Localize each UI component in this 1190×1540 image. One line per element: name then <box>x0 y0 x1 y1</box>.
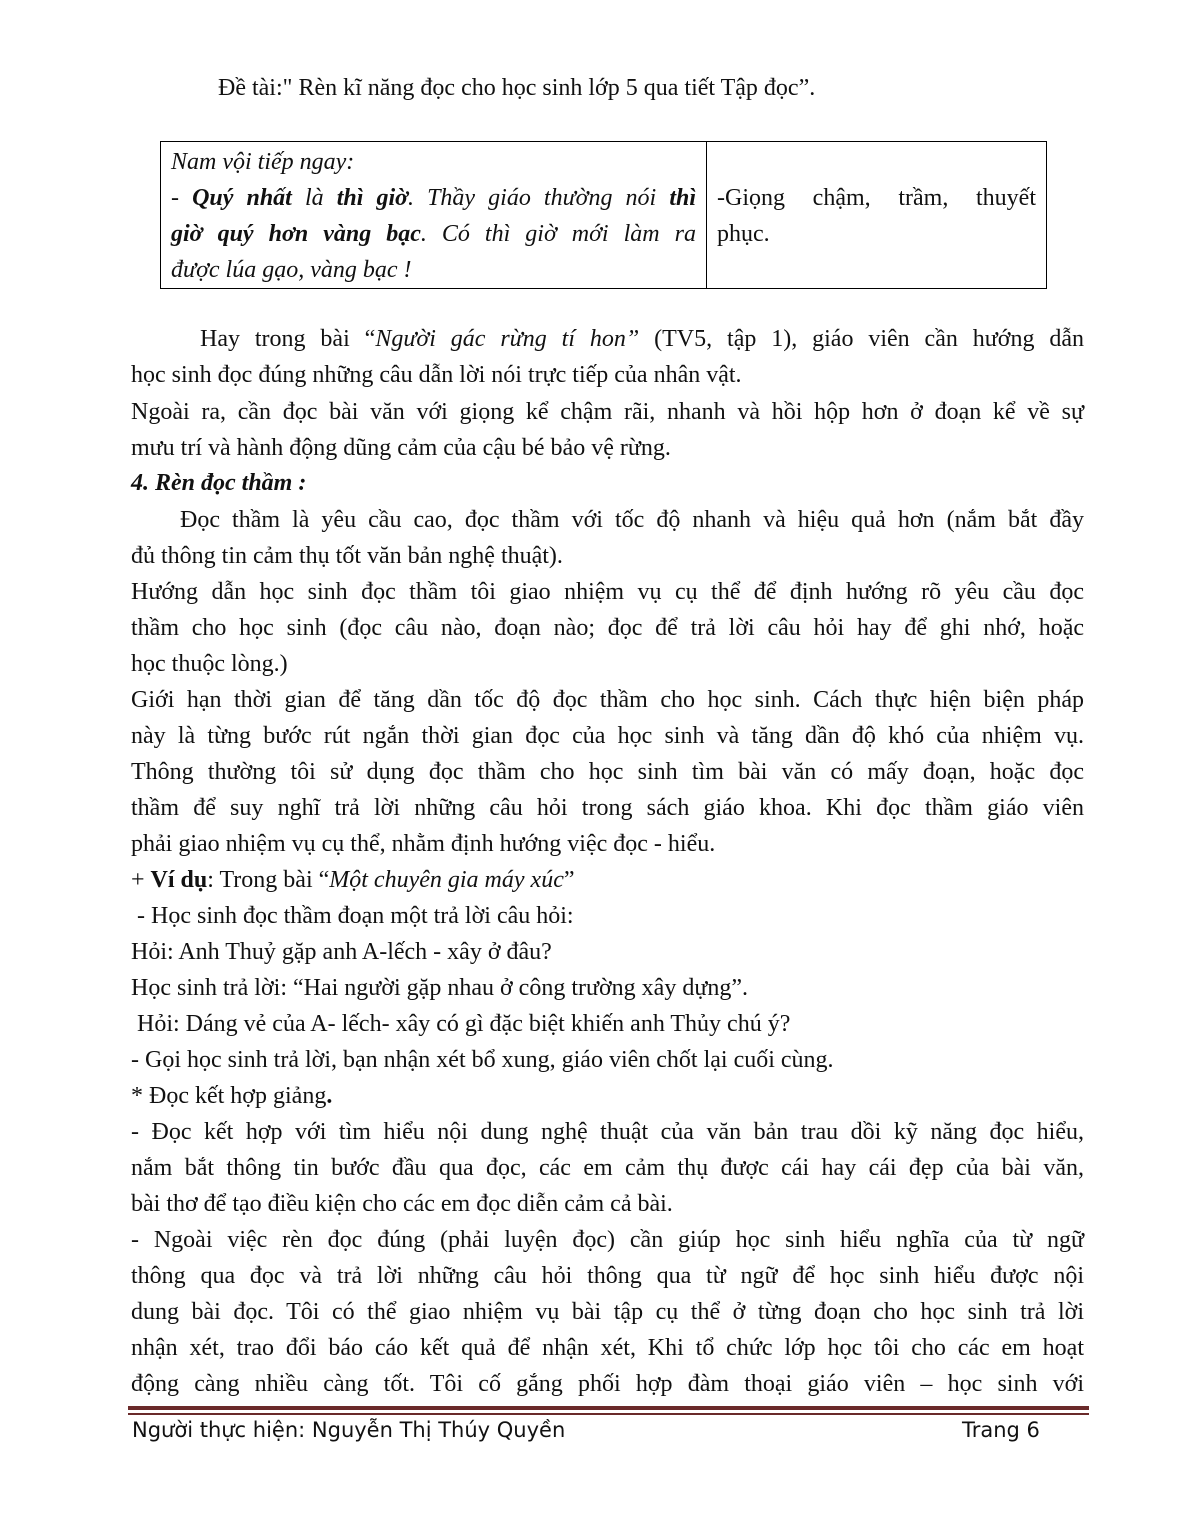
body-line: Học sinh trả lời: “Hai người gặp nhau ở công trường xây dựng”. <box>131 975 748 1001</box>
body-line: - Ngoài việc rèn đọc đúng (phải luyện đọc) cần giúp học sinh hiểu nghĩa của từ ngữ <box>131 1227 1084 1253</box>
body-line: Hay trong bài “Người gác rừng tí hon” (TV5, tập 1), giáo viên cần hướng dẫn <box>200 326 1085 352</box>
table-cell-dialogue <box>161 142 707 289</box>
footer-divider <box>128 1406 1089 1410</box>
body-line: Thông thường tôi sử dụng đọc thầm cho học sinh tìm bài văn có mấy đoạn, hoặc đọc <box>131 759 1084 785</box>
body-line: học thuộc lòng.) <box>131 651 288 677</box>
example-table <box>160 141 1047 289</box>
body-line: Đọc thầm là yêu cầu cao, đọc thầm với tốc độ nhanh và hiệu quả hơn (nắm bắt đầy <box>180 507 1084 533</box>
body-line: thông qua đọc và trả lời những câu hỏi thông qua từ ngữ để học sinh hiểu được nội <box>131 1263 1084 1289</box>
table-line: giờ quý hơn vàng bạc. Có thì giờ mới làm ra <box>171 221 696 247</box>
table-line: - Quý nhất là thì giờ. Thầy giáo thường nói thì <box>171 185 696 211</box>
body-line: thầm để suy nghĩ trả lời những câu hỏi trong sách giáo khoa. Khi đọc thầm giáo viên <box>131 795 1084 821</box>
body-line: mưu trí và hành động dũng cảm của cậu bé bảo vệ rừng. <box>131 435 671 461</box>
body-line: dung bài đọc. Tôi có thể giao nhiệm vụ bài tập cụ thể ở từng đoạn cho học sinh trả lời <box>131 1299 1084 1325</box>
page-number: Trang 6 <box>962 1418 1040 1442</box>
body-line: này là từng bước rút ngắn thời gian đọc của học sinh và tăng dần độ khó của nhiệm vụ. <box>131 723 1084 749</box>
body-line: - Học sinh đọc thầm đoạn một trả lời câu hỏi: <box>131 903 574 929</box>
body-line: thầm cho học sinh (đọc câu nào, đoạn nào; đọc để trả lời câu hỏi hay để ghi nhớ, hoặc <box>131 615 1084 641</box>
table-line: phục. <box>717 221 770 247</box>
table-line: Nam vội tiếp ngay: <box>171 149 355 175</box>
body-line: - Gọi học sinh trả lời, bạn nhận xét bổ xung, giáo viên chốt lại cuối cùng. <box>131 1047 834 1073</box>
body-line: - Đọc kết hợp với tìm hiểu nội dung nghệ thuật của văn bản trau dồi kỹ năng đọc hiểu, <box>131 1119 1084 1145</box>
body-line: động càng nhiều càng tốt. Tôi cố gắng phối hợp đàm thoại giáo viên – học sinh với <box>131 1371 1084 1397</box>
body-line: đủ thông tin cảm thụ tốt văn bản nghệ thuật). <box>131 543 563 569</box>
body-line: phải giao nhiệm vụ cụ thể, nhằm định hướng việc đọc - hiểu. <box>131 831 716 857</box>
body-line: Ngoài ra, cần đọc bài văn với giọng kể chậm rãi, nhanh và hồi hộp hơn ở đoạn kể về sự <box>131 399 1084 425</box>
section-heading: 4. Rèn đọc thầm : <box>131 470 307 496</box>
body-line: Giới hạn thời gian để tăng dần tốc độ đọc thầm cho học sinh. Cách thực hiện biện pháp <box>131 687 1084 713</box>
example-line: + Ví dụ: Trong bài “Một chuyên gia máy xúc” <box>131 867 575 893</box>
table-line: -Giọng chậm, trầm, thuyết <box>717 185 1036 211</box>
body-line: nhận xét, trao đổi báo cáo kết quả để nhận xét, Khi tổ chức lớp học tôi cho các em hoạt <box>131 1335 1084 1361</box>
body-line: học sinh đọc đúng những câu dẫn lời nói trực tiếp của nhân vật. <box>131 362 742 388</box>
body-line: bài thơ để tạo điều kiện cho các em đọc diễn cảm cả bài. <box>131 1191 673 1217</box>
subsection-heading: * Đọc kết hợp giảng. <box>131 1083 333 1109</box>
footer-author: Người thực hiện: Nguyễn Thị Thúy Quyền <box>132 1418 566 1442</box>
table-line: được lúa gạo, vàng bạc ! <box>171 257 412 283</box>
body-line: Hỏi: Anh Thuỷ gặp anh A-lếch - xây ở đâu? <box>131 939 552 965</box>
body-line: nắm bắt thông tin bước đầu qua đọc, các em cảm thụ được cái hay cái đẹp của bài văn, <box>131 1155 1084 1181</box>
document-title: Đề tài:" Rèn kĩ năng đọc cho học sinh lớp 5 qua tiết Tập đọc”. <box>218 75 816 101</box>
body-line: Hỏi: Dáng vẻ của A- lếch- xây có gì đặc biệt khiến anh Thủy chú ý? <box>131 1011 791 1037</box>
body-line: Hướng dẫn học sinh đọc thầm tôi giao nhiệm vụ cụ thể để định hướng rõ yêu cầu đọc <box>131 579 1084 605</box>
table-cell-guidance <box>707 142 1047 289</box>
